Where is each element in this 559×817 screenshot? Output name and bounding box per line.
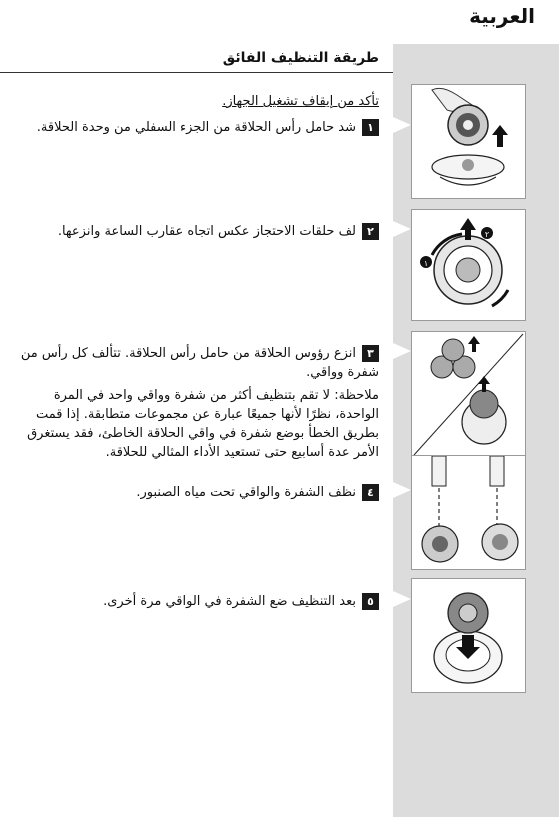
step-2-text: لف حلقات الاحتجاز عكس اتجاه عقارب الساعة وانزعها. — [57, 224, 356, 239]
step-1-pointer — [393, 117, 411, 133]
warning-note: ملاحظة: لا تقم بتنظيف أكثر من شفرة وواقي واحد في المرة الواحدة، نظرًا لأنها جميعًا عبارة عن مجموعات متطابقة. إذا قمت بطريق الخطأ بوضع شفرة في واقي الحلاقة الخاطئ، فقد يستغرق الأمر عدة أسابيع حتى تستعيد الأداء المثالي للحلاقة. — [27, 388, 379, 460]
step-4 — [7, 483, 379, 502]
step-2-pointer — [393, 221, 411, 237]
step-1-text: شد حامل رأس الحلاقة من الجزء السفلي من وحدة الحلاقة. — [36, 120, 356, 135]
step-2-number: ٢ — [362, 223, 379, 240]
label-2: ٢ — [484, 230, 490, 239]
step-1-illustration — [411, 84, 526, 199]
step-5-number: ٥ — [362, 593, 379, 610]
step-4-illustration — [411, 455, 526, 570]
step-2-illustration — [411, 209, 526, 321]
title-divider — [0, 72, 393, 73]
step-5-pointer — [393, 591, 411, 607]
step-4-pointer — [393, 482, 411, 498]
language-header: العربية — [469, 4, 535, 28]
step-2 — [7, 222, 379, 241]
step-1 — [7, 118, 379, 137]
step-5 — [7, 592, 379, 611]
step-3-number: ٣ — [362, 345, 379, 362]
step-4-number: ٤ — [362, 484, 379, 501]
step-3 — [7, 344, 379, 382]
section-title: طريقة التنظيف الفائق — [222, 50, 379, 66]
step-5-illustration — [411, 578, 526, 693]
step-4-text: نظف الشفرة والواقي تحت مياه الصنبور. — [136, 485, 356, 500]
step-3-pointer — [393, 343, 411, 359]
step-1-number: ١ — [362, 119, 379, 136]
label-1: ١ — [423, 259, 429, 268]
intro-text: تأكد من إيقاف تشغيل الجهاز. — [222, 94, 379, 109]
step-3-text: انزع رؤوس الحلاقة من حامل رأس الحلاقة. تتألف كل رأس من شفرة وواقي. — [20, 346, 379, 380]
step-3-illustration — [411, 331, 526, 458]
step-5-text: بعد التنظيف ضع الشفرة في الواقي مرة أخرى. — [103, 594, 356, 609]
